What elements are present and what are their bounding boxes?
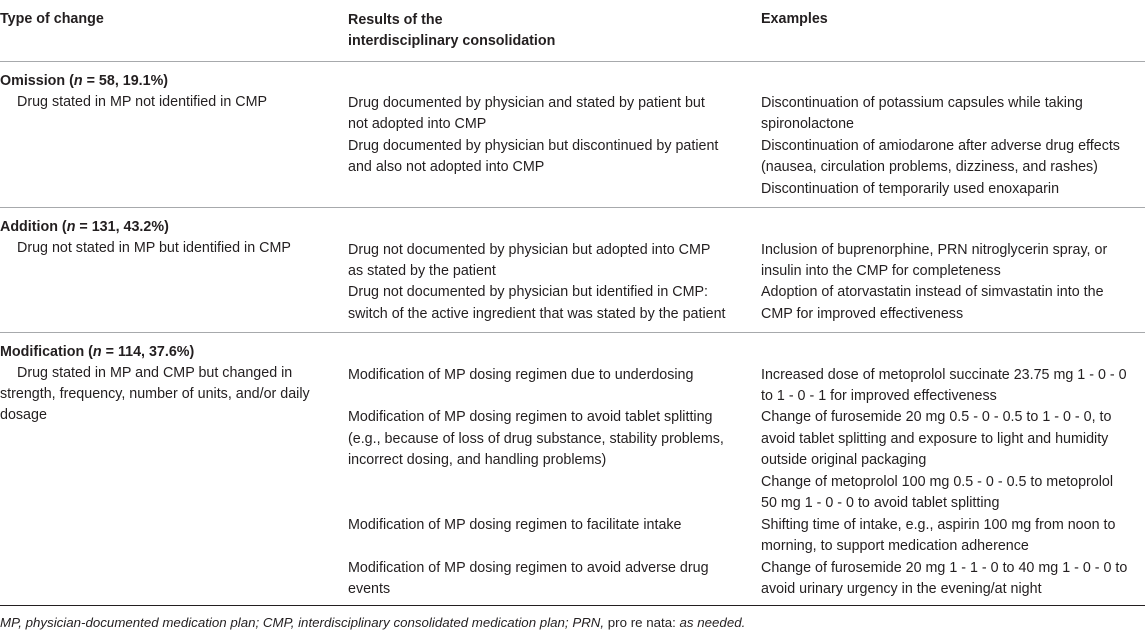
modification-example-line: Change of furosemide 20 mg 0.5 - 0 - 0.5 to 1 - 0 - 0, to	[761, 409, 1112, 425]
table-footnote: MP, physician-documented medication plan; CMP, interdisciplinary consolidated medication plan; PRN, pro re nata: as needed.	[0, 615, 746, 630]
modification-result-line: events	[348, 581, 391, 597]
modification-result-line: (e.g., because of loss of drug substance, stability problems,	[348, 431, 724, 447]
modification-example-line: 50 mg 1 - 0 - 0 to avoid tablet splitting	[761, 495, 1000, 511]
section-title-addition: Addition (n = 131, 43.2%)	[0, 219, 169, 235]
addition-result-line: as stated by the patient	[348, 263, 496, 279]
section-title-omission: Omission (n = 58, 19.1%)	[0, 73, 169, 89]
omission-example-line: spironolactone	[761, 116, 854, 132]
header-type-of-change: Type of change	[0, 11, 104, 27]
modification-example-line: Shifting time of intake, e.g., aspirin 100 mg from noon to	[761, 517, 1116, 533]
omission-result-line: Drug documented by physician and stated by patient but	[348, 95, 705, 111]
modification-result-line: Modification of MP dosing regimen to facilitate intake	[348, 517, 682, 533]
modification-example-line: Change of metoprolol 100 mg 0.5 - 0 - 0.5 to metoprolol	[761, 474, 1114, 490]
omission-example-line: Discontinuation of temporarily used enoxaparin	[761, 181, 1060, 197]
modification-result-line: incorrect dosing, and handling problems)	[348, 452, 607, 468]
addition-result-line: Drug not documented by physician but identified in CMP:	[348, 284, 709, 300]
omission-result-line: and also not adopted into CMP	[348, 159, 545, 175]
modification-example-line: morning, to support medication adherence	[761, 538, 1029, 554]
modification-example-line: outside original packaging	[761, 452, 927, 468]
section-divider	[0, 332, 1145, 333]
addition-type-line: Drug not stated in MP but identified in CMP	[17, 240, 291, 256]
section-divider	[0, 207, 1145, 208]
addition-example-line: Inclusion of buprenorphine, PRN nitroglycerin spray, or	[761, 242, 1108, 258]
addition-result-line: switch of the active ingredient that was stated by the patient	[348, 306, 726, 322]
omission-example-line: Discontinuation of potassium capsules while taking	[761, 95, 1083, 111]
omission-result-line: not adopted into CMP	[348, 116, 487, 132]
modification-example-line: Change of furosemide 20 mg 1 - 1 - 0 to 40 mg 1 - 0 - 0 to	[761, 560, 1128, 576]
addition-example-line: insulin into the CMP for completeness	[761, 263, 1001, 279]
header-divider	[0, 61, 1145, 62]
modification-result-line: Modification of MP dosing regimen to avoid adverse drug	[348, 560, 709, 576]
omission-example-line: (nausea, circulation problems, dizziness, and rashes)	[761, 159, 1098, 175]
addition-result-line: Drug not documented by physician but adopted into CMP	[348, 242, 711, 258]
omission-result-line: Drug documented by physician but discontinued by patient	[348, 138, 719, 154]
addition-example-line: Adoption of atorvastatin instead of simvastatin into the	[761, 284, 1104, 300]
modification-example-line: avoid urinary urgency in the evening/at night	[761, 581, 1042, 597]
header-results-line-2: interdisciplinary consolidation	[348, 33, 556, 49]
modification-result-line: Modification of MP dosing regimen due to underdosing	[348, 367, 694, 383]
modification-result-line: Modification of MP dosing regimen to avoid tablet splitting	[348, 409, 713, 425]
table-bottom-rule	[0, 605, 1145, 606]
modification-type-line: Drug stated in MP and CMP but changed in	[17, 365, 293, 381]
modification-example-line: avoid tablet splitting and exposure to light and humidity	[761, 431, 1109, 447]
header-examples: Examples	[761, 11, 828, 27]
omission-type-line: Drug stated in MP not identified in CMP	[17, 94, 268, 110]
modification-type-line: strength, frequency, number of units, and/or daily	[0, 386, 310, 402]
modification-example-line: Increased dose of metoprolol succinate 23.75 mg 1 - 0 - 0	[761, 367, 1127, 383]
modification-type-line: dosage	[0, 407, 47, 423]
omission-example-line: Discontinuation of amiodarone after adverse drug effects	[761, 138, 1120, 154]
modification-example-line: to 1 - 0 - 1 for improved effectiveness	[761, 388, 997, 404]
section-title-modification: Modification (n = 114, 37.6%)	[0, 344, 195, 360]
addition-example-line: CMP for improved effectiveness	[761, 306, 964, 322]
header-results-line-1: Results of the	[348, 12, 443, 28]
